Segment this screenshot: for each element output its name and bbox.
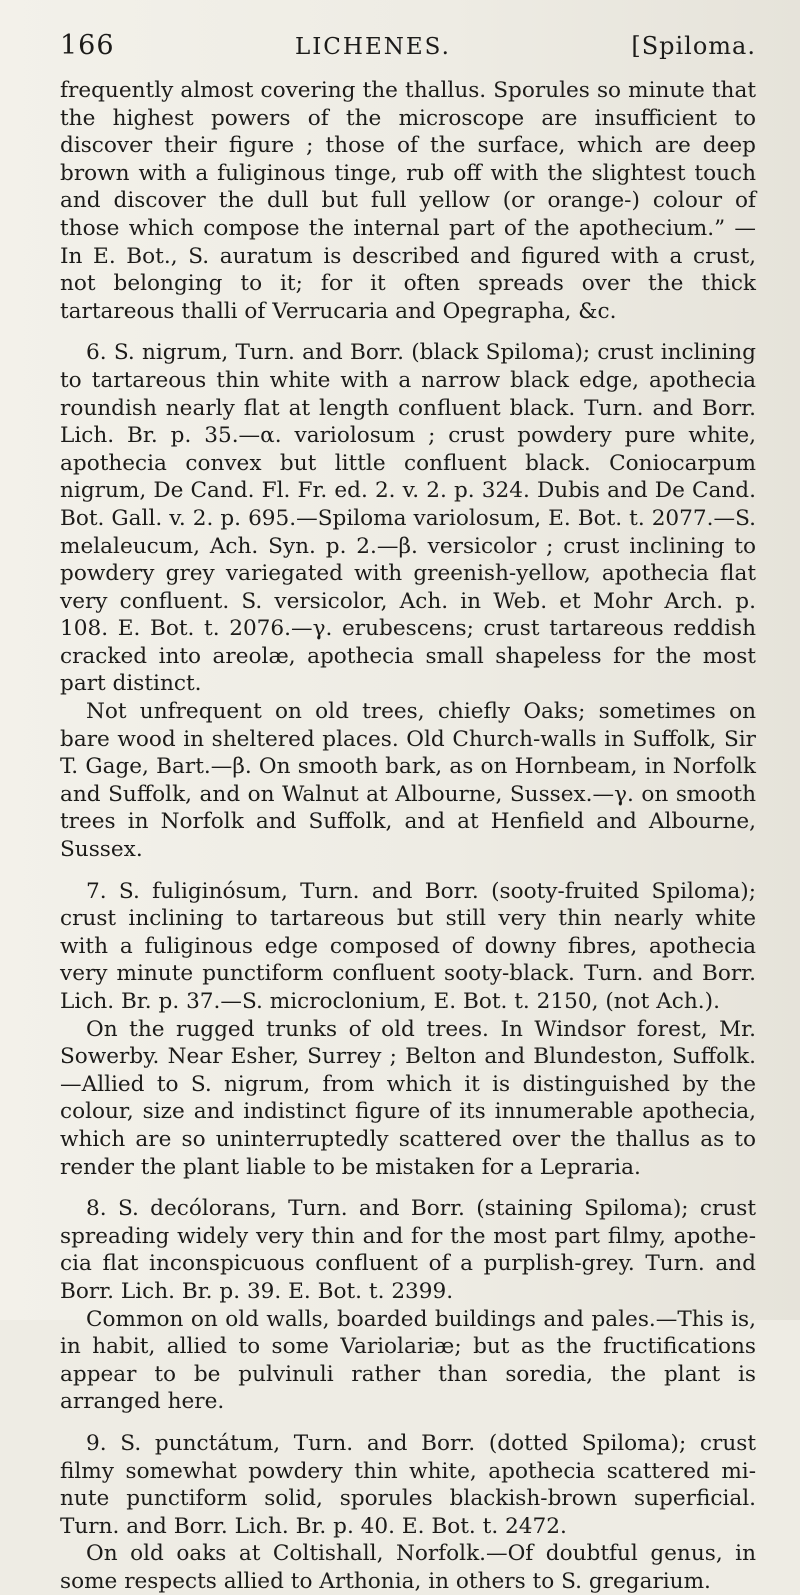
body-text: [60, 77, 756, 1595]
running-head: [60, 30, 756, 61]
page-number: 166: [60, 30, 115, 61]
species-entry: 7. S. fuliginósum, Turn. and Borr. (sooty-fruited Spiloma); crust inclining to tartareous but still very thin nearly white with a fuliginous edge composed of downy fibres, apothecia very minute punctiform confluent sooty-black. Turn. and Borr. Lich. Br. p. 37.—S. microclonium, E. Bot. t. 2150, (not Ach.).: [60, 878, 756, 1014]
habitat-note: Not unfrequent on old trees, chiefly Oaks; sometimes on bare wood in sheltered places. Old Church-walls in Suffolk, Sir T. Gage, Bart.—β. On smooth bark, as on Hornbeam, in Norfolk and Suffolk, and on Walnut at Albourne, Sussex.—γ. on smooth trees in Norfolk and Suffolk, and at Henfield and Albourne, Sussex.: [60, 699, 756, 863]
species-entry: 8. S. decólorans, Turn. and Borr. (staining Spiloma); crust spreading widely very thin and for the most part filmy, apothecia flat inconspicuous confluent of a purplish-grey. Turn. and Borr. Lich. Br. p. 39. E. Bot. t. 2399.: [60, 1196, 756, 1304]
genus-title: [Spiloma.: [631, 32, 756, 60]
habitat-note: Common on old walls, boarded buildings and pales.—This is, in habit, allied to some Variolariæ; but as the fructifications appear to be pulvinuli rather than soredia, the plant is arranged here.: [60, 1306, 756, 1415]
habitat-note: On old oaks at Coltishall, Norfolk.—Of doubtful genus, in some respects allied to Arthonia, in others to S. gregarium.: [60, 1541, 756, 1594]
species-entry: 9. S. punctátum, Turn. and Borr. (dotted Spiloma); crust filmy somewhat powdery thin white, apothecia scattered minute punctiform solid, sporules blackish-brown superficial. Turn. and Borr. Lich. Br. p. 40. E. Bot. t. 2472.: [60, 1430, 756, 1539]
section-title: LICHENES.: [294, 34, 451, 60]
paragraph: frequently almost covering the thallus. Sporules so minute that the highest powers of the microscope are insufficient to discover their figure ; those of the surface, which are deep brown with a fuliginous tinge, rub off with the slightest touch and discover the dull but full yellow (or orange-) colour of those which compose the internal part of the apothecium.” —In E. Bot., S. auratum is described and figured with a crust, not belonging to it; for it often spreads over the thick tartareous thalli of Verrucaria and Opegrapha, &c.: [60, 78, 756, 324]
habitat-note: On the rugged trunks of old trees. In Windsor forest, Mr. Sowerby. Near Esher, Surrey ; Belton and Blundeston, Suffolk.—Allied to S. nigrum, from which it is distinguished by the colour, size and indistinct figure of its innumerable apothecia, which are so uninterruptedly scattered over the thallus as to render the plant liable to be mistaken for a Lepraria.: [60, 1016, 756, 1180]
species-entry: 6. S. nigrum, Turn. and Borr. (black Spiloma); crust inclining to tartareous thin white with a narrow black edge, apothecia roundish nearly flat at length confluent black. Turn. and Borr. Lich. Br. p. 35.—α. variolosum ; crust powdery pure white, apothecia convex but little confluent black. Coniocarpum nigrum, De Cand. Fl. Fr. ed. 2. v. 2. p. 324. Dubis and De Cand. Bot. Gall. v. 2. p. 695.—Spiloma variolosum, E. Bot. t. 2077.—S. melaleucum, Ach. Syn. p. 2.—β. versicolor ; crust inclining to powdery grey variegated with greenish-yellow, apothecia flat very confluent. S. versicolor, Ach. in Web. et Mohr Arch. p. 108. E. Bot. t. 2076.—γ. erubescens; crust tartareous reddish cracked into areolæ, apothecia small shapeless for the most part distinct.: [60, 340, 756, 697]
